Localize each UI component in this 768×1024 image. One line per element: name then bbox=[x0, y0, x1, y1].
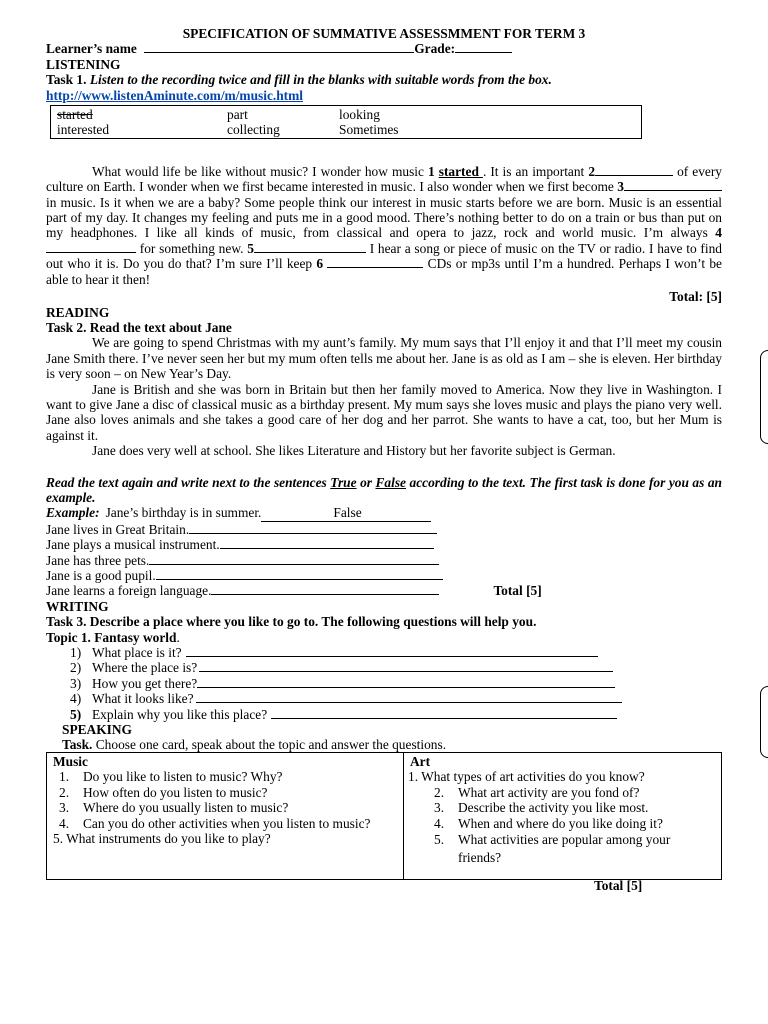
writing-question bbox=[70, 660, 722, 675]
question-number: 4. bbox=[59, 815, 70, 831]
card-question: 5. What instruments do you like to play? bbox=[53, 831, 271, 847]
reading-paragraph: Jane is British and she was born in Britain but then her family moved to America. Now they live in Washington. I want to give Jane a disc of classical music as a birthday present. My mum says she loves music and plays the piano very well. Jane also loves animals and she takes a good care of her dog and her parrot. She wants to have a cat, too, but her Mum is against it. bbox=[46, 381, 722, 443]
question-text: How you get there? bbox=[92, 675, 198, 691]
question-number: 1) bbox=[70, 645, 82, 661]
topic-title: Topic 1. Fantasy world bbox=[46, 629, 177, 645]
question-number: 2. bbox=[59, 784, 70, 800]
question-text: Do you like to listen to music? Why? bbox=[83, 769, 283, 785]
task3-title: Task 3. Describe a place where you like to go to. The following questions will help you. bbox=[46, 614, 537, 630]
listening-link[interactable]: http://www.listenAminute.com/m/music.html bbox=[46, 87, 304, 103]
gap-number: 1 bbox=[428, 163, 439, 179]
writing-questions bbox=[46, 645, 722, 722]
question-number: 3. bbox=[59, 800, 70, 816]
word-box-row bbox=[57, 107, 641, 122]
card-music-title: Music bbox=[53, 754, 88, 769]
speaking-heading: SPEAKING bbox=[62, 722, 132, 738]
statement-text: Jane is a good pupil. bbox=[46, 568, 156, 583]
reading-heading: READING bbox=[46, 304, 110, 320]
statement-line bbox=[46, 568, 722, 583]
gap-number: 6 bbox=[316, 256, 328, 272]
answer-blank[interactable] bbox=[199, 660, 613, 672]
example-label: Example: bbox=[46, 505, 100, 521]
speaking-task-text: Choose one card, speak about the topic and answer the questions. bbox=[92, 737, 447, 753]
word-box-row bbox=[57, 122, 641, 137]
card-question bbox=[408, 816, 714, 831]
word-box-word: collecting bbox=[227, 122, 280, 138]
listening-paragraph bbox=[46, 164, 722, 287]
example-line bbox=[46, 505, 722, 521]
gap-blank-2[interactable] bbox=[595, 164, 673, 176]
answer-blank[interactable] bbox=[197, 676, 615, 688]
statement-line bbox=[46, 583, 722, 598]
task1-line bbox=[46, 72, 722, 87]
example-sentence: Jane’s birthday is in summer. bbox=[105, 505, 262, 521]
true-false-instruction bbox=[46, 475, 722, 506]
writing-heading: WRITING bbox=[46, 598, 109, 614]
right-edge-bracket bbox=[760, 350, 768, 444]
word-box bbox=[50, 105, 642, 139]
statement-line bbox=[46, 522, 722, 537]
gap-answer: started bbox=[438, 163, 483, 179]
word-box-word: interested bbox=[57, 122, 110, 138]
answer-blank[interactable] bbox=[271, 707, 617, 719]
card-question bbox=[53, 800, 399, 815]
statement-text: Jane learns a foreign language. bbox=[46, 583, 212, 599]
question-number: 1. bbox=[59, 769, 70, 785]
gap-number: 5 bbox=[247, 240, 254, 256]
question-text: Where the place is? bbox=[92, 660, 198, 676]
instruction-text: Read the text again and write next to the sentences bbox=[46, 474, 331, 490]
speaking-cards bbox=[46, 752, 722, 880]
learner-name-blank[interactable] bbox=[144, 41, 414, 53]
word-box-word: started bbox=[57, 107, 93, 123]
gap-blank-3[interactable] bbox=[624, 179, 722, 191]
paragraph-text: for something new. bbox=[136, 240, 248, 256]
gap-blank-5[interactable] bbox=[254, 241, 366, 253]
reading-paragraph: We are going to spend Christmas with my aunt’s family. My mum says that I’ll enjoy it and that I’ll meet my cousin Jane Smith there. I’ve never seen her but my mum often tells me about her. Jane is as old as I am – she is eleven. Her birthday is very soon – on New Year’s Day. bbox=[46, 335, 722, 382]
statement-blank[interactable] bbox=[211, 583, 439, 595]
grade-label: Grade: bbox=[414, 41, 456, 57]
speaking-total: Total [5] bbox=[594, 878, 643, 893]
question-number: 3) bbox=[70, 675, 82, 691]
card-question bbox=[53, 769, 399, 784]
word-box-word: Sometimes bbox=[339, 122, 399, 138]
question-number: 4. bbox=[434, 815, 445, 831]
topic-period: . bbox=[176, 629, 180, 645]
card-art[interactable] bbox=[404, 753, 718, 879]
card-question bbox=[408, 800, 714, 815]
paragraph-text: . It is an important bbox=[482, 163, 589, 179]
question-text: What activities are popular among your friends? bbox=[458, 832, 671, 866]
right-edge-bracket bbox=[760, 686, 768, 758]
statement-text: Jane has three pets. bbox=[46, 552, 150, 568]
question-text: What place is it? bbox=[92, 645, 182, 661]
page-title: SPECIFICATION OF SUMMATIVE ASSESSMMENT FOR TERM 3 bbox=[182, 26, 586, 41]
question-text: What it looks like? bbox=[92, 691, 194, 707]
question-number: 3. bbox=[434, 800, 445, 816]
question-number: 2) bbox=[70, 660, 82, 676]
learner-line bbox=[46, 41, 722, 56]
statement-blank[interactable] bbox=[220, 537, 434, 549]
question-text: Can you do other activities when you listen to music? bbox=[83, 815, 371, 831]
statement-blank[interactable] bbox=[156, 568, 443, 580]
card-question bbox=[53, 816, 399, 831]
statement-line bbox=[46, 553, 722, 568]
statement-blank[interactable] bbox=[189, 522, 437, 534]
paragraph-text: I hear a song or piece of music on the TV or radio. I have to find out who it is. Do you do that? I’m sure I’ll keep bbox=[46, 240, 722, 272]
instruction-text: according to the text. The first task is done for you as an example. bbox=[46, 474, 722, 505]
instruction-true: True bbox=[330, 474, 357, 490]
reading-total: Total [5] bbox=[493, 583, 542, 599]
statement-line bbox=[46, 537, 722, 552]
gap-number: 2 bbox=[588, 163, 596, 179]
statement-text: Jane plays a musical instrument. bbox=[46, 537, 220, 553]
speaking-task-label: Task. bbox=[62, 737, 93, 753]
worksheet-page bbox=[46, 26, 723, 893]
question-number: 5. bbox=[434, 832, 445, 848]
card-music[interactable] bbox=[47, 753, 404, 879]
paragraph-text: of every culture on Earth. I wonder when we first became interested in music. I also wonder when we first become bbox=[46, 163, 723, 195]
learner-name-label: Learner’s name bbox=[46, 41, 137, 57]
answer-blank[interactable] bbox=[186, 645, 598, 657]
card-question: 1. What types of art activities do you know? bbox=[408, 769, 645, 785]
gap-number: 3 bbox=[617, 179, 624, 195]
paragraph-text: What would life be like without music? I wonder how music bbox=[92, 163, 428, 179]
statement-blank[interactable] bbox=[149, 553, 439, 565]
card-question bbox=[408, 831, 714, 867]
task1-instruction: Listen to the recording twice and fill in the blanks with suitable words from the box. bbox=[89, 72, 552, 88]
gap-blank-6[interactable] bbox=[327, 256, 423, 268]
instruction-false: False bbox=[375, 474, 406, 490]
card-question bbox=[53, 785, 399, 800]
listening-total: Total: [5] bbox=[669, 289, 722, 305]
writing-question bbox=[70, 707, 722, 722]
question-text: What art activity are you fond of? bbox=[458, 784, 640, 800]
question-text: Explain why you like this place? bbox=[92, 706, 268, 722]
word-box-word: looking bbox=[339, 107, 380, 123]
task1-label: Task 1. bbox=[46, 72, 87, 88]
writing-question bbox=[70, 676, 722, 691]
question-number: 2. bbox=[434, 784, 445, 800]
example-answer: False bbox=[261, 505, 431, 521]
task2-title: Task 2. Read the text about Jane bbox=[46, 319, 232, 335]
card-art-title: Art bbox=[410, 754, 431, 769]
writing-question bbox=[70, 645, 722, 660]
listening-heading: LISTENING bbox=[46, 56, 121, 72]
question-text: Describe the activity you like most. bbox=[458, 800, 649, 816]
card-question bbox=[408, 785, 714, 800]
speaking-task-line bbox=[62, 737, 722, 752]
instruction-text: or bbox=[356, 474, 376, 490]
topic-line bbox=[46, 630, 722, 645]
answer-blank[interactable] bbox=[196, 691, 622, 703]
question-number: 5) bbox=[70, 706, 82, 722]
question-text: When and where do you like doing it? bbox=[458, 815, 663, 831]
writing-question bbox=[70, 691, 722, 706]
question-text: How often do you listen to music? bbox=[83, 784, 268, 800]
grade-blank[interactable] bbox=[455, 41, 512, 53]
question-text: Where do you usually listen to music? bbox=[83, 800, 289, 816]
question-number: 4) bbox=[70, 691, 82, 707]
statement-text: Jane lives in Great Britain. bbox=[46, 521, 190, 537]
gap-number: 4 bbox=[715, 225, 722, 241]
reading-paragraph: Jane does very well at school. She likes Literature and History but her favorite subject is German. bbox=[92, 443, 616, 459]
paragraph-text: in music. Is it when we are a baby? Some people think our interest in music starts before we are born. Music is an essential part of my day. It changes my feeling and puts me in a good mood. There’s nothing better to do on a train or bus than put on my headphones. I like all kinds of music, from classical and opera to jazz, rock and world music. I’m always bbox=[46, 194, 722, 241]
gap-blank-4[interactable] bbox=[46, 241, 136, 253]
paragraph-text: CDs or mp3s until I’m a hundred. Perhaps I won’t be able to hear it then! bbox=[46, 256, 723, 287]
word-box-word: part bbox=[227, 107, 248, 123]
